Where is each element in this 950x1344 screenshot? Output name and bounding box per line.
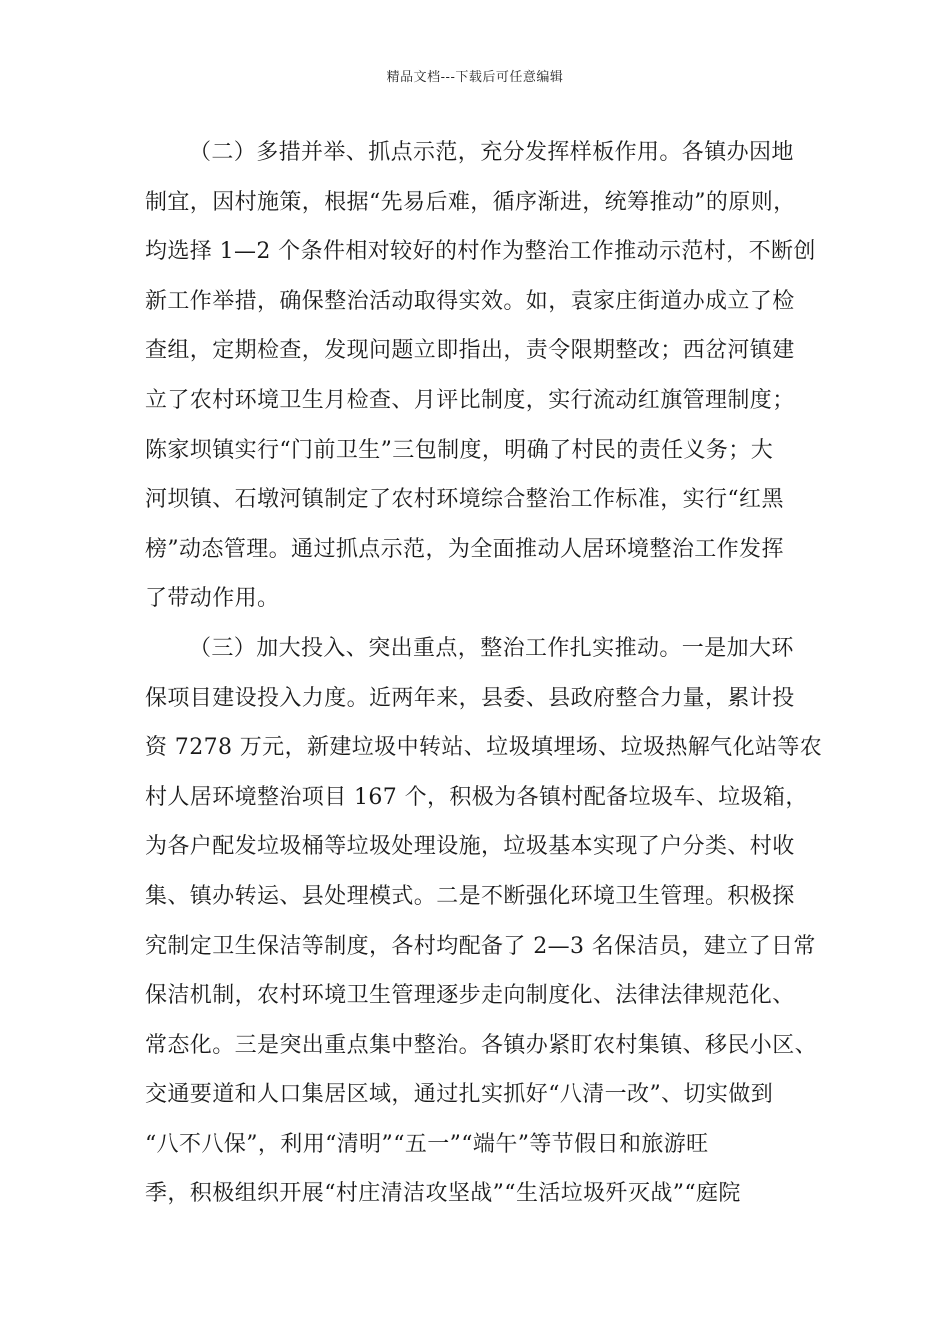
text-line: 了带动作用。 <box>145 586 280 612</box>
text-line: 查组，定期检查，发现问题立即指出，责令限期整改；西岔河镇建 <box>145 338 795 364</box>
text-line: 榜”动态管理。通过抓点示范，为全面推动人居环境整治工作发挥 <box>145 536 784 562</box>
text-line: 保项目建设投入力度。近两年来，县委、县政府整合力量，累计投 <box>145 685 795 711</box>
text-line: “八不八保”，利用“清明”“五一”“端午”等节假日和旅游旺 <box>145 1131 709 1157</box>
text-line: 河坝镇、石墩河镇制定了农村环境综合整治工作标准，实行“红黑 <box>145 487 784 513</box>
text-line: 制宜，因村施策，根据“先易后难，循序渐进，统筹推动”的原则， <box>145 189 796 215</box>
text-line: 季，积极组织开展“村庄清洁攻坚战”“生活垃圾歼灭战”“庭院 <box>145 1181 741 1207</box>
text-line: 保洁机制，农村环境卫生管理逐步走向制度化、法律法律规范化、 <box>145 983 795 1009</box>
text-line: 均选择 1—2 个条件相对较好的村作为整治工作推动示范村，不断创 <box>145 239 816 265</box>
text-line: 村人居环境整治项目 167 个，积极为各镇村配备垃圾车、垃圾箱， <box>145 784 808 810</box>
text-line: 交通要道和人口集居区域，通过扎实抓好“八清一改”、切实做到 <box>145 1082 774 1108</box>
text-line: （二）多措并举、抓点示范，充分发挥样板作用。各镇办因地 <box>189 140 794 165</box>
text-line: 陈家坝镇实行“门前卫生”三包制度，明确了村民的责任义务；大 <box>145 437 774 463</box>
document-body <box>145 128 823 1219</box>
text-line: 新工作举措，确保整治活动取得实效。如，袁家庄街道办成立了检 <box>145 288 795 314</box>
text-line: 常态化。三是突出重点集中整治。各镇办紧盯农村集镇、移民小区、 <box>145 1032 818 1058</box>
text-line: （三）加大投入、突出重点，整治工作扎实推动。一是加大环 <box>189 635 794 661</box>
text-line: 究制定卫生保洁等制度，各村均配备了 2—3 名保洁员，建立了日常 <box>145 933 816 959</box>
text-line: 资 7278 万元，新建垃圾中转站、垃圾填埋场、垃圾热解气化站等农 <box>145 735 823 761</box>
text-line: 集、镇办转运、县处理模式。二是不断强化环境卫生管理。积极探 <box>145 883 795 909</box>
paragraph-3 <box>145 624 823 1219</box>
page-header: 精品文档---下载后可任意编辑 <box>386 70 564 85</box>
paragraph-2 <box>145 128 816 624</box>
text-line: 立了农村环境卫生月检查、月评比制度，实行流动红旗管理制度； <box>145 387 795 413</box>
text-line: 为各户配发垃圾桶等垃圾处理设施，垃圾基本实现了户分类、村收 <box>145 834 795 860</box>
